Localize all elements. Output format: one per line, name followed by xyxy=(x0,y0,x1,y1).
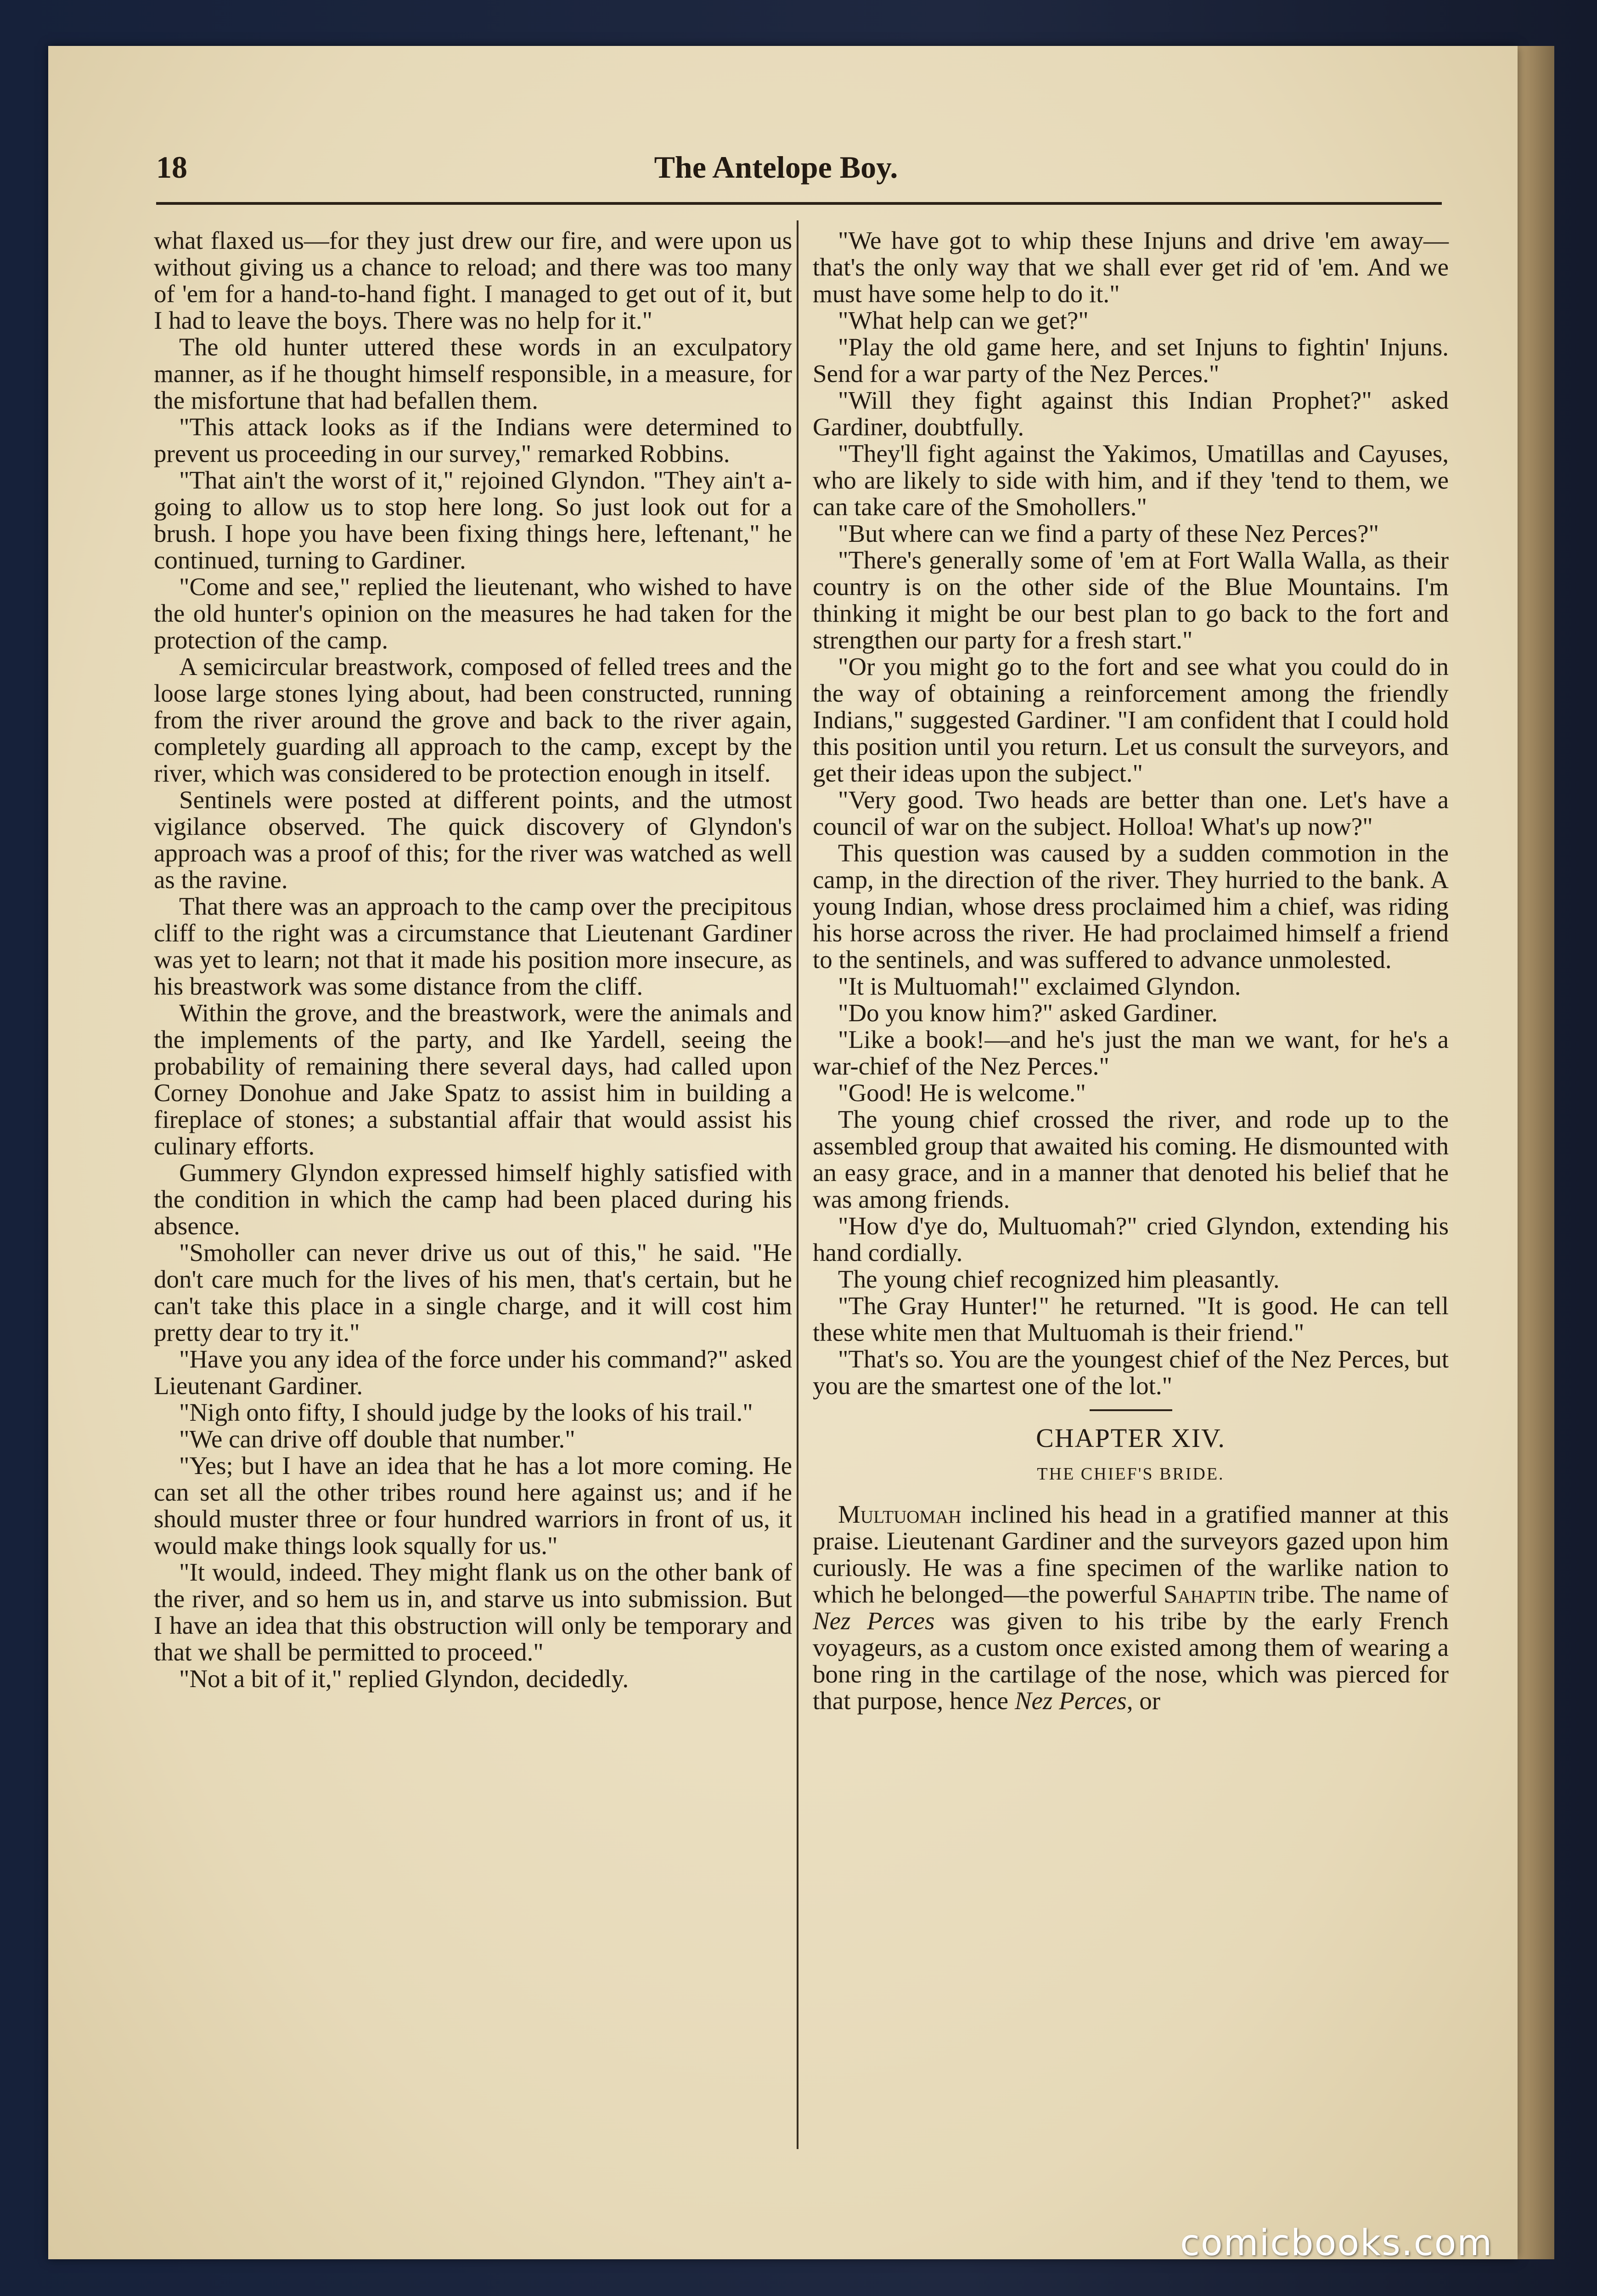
paragraph: "What help can we get?" xyxy=(838,306,1089,334)
paragraph: The young chief recognized him pleasantly. xyxy=(838,1265,1280,1293)
paragraph: "Come and see," replied the lieutenant, who wished to have the old hunter's opinion on the measures he had taken for the protection of the camp. xyxy=(154,573,792,654)
paragraph: Gummery Glyndon expressed himself highly satisfied with the condition in which the camp had been placed during his absence. xyxy=(154,1159,792,1240)
tribe-name: Sahaptin xyxy=(1163,1580,1256,1608)
paragraph: "They'll fight against the Yakimos, Umatillas and Cayuses, who are likely to side with him, and if they 'tend to them, we can take care of the Smohollers." xyxy=(813,439,1449,521)
paragraph: "Good! He is welcome." xyxy=(838,1079,1086,1107)
running-title: The Antelope Boy. xyxy=(654,150,898,185)
chapter-rule xyxy=(1090,1409,1172,1411)
paragraph: "Play the old game here, and set Injuns to fightin' Injuns. Send for a war party of the Nez Perces." xyxy=(813,333,1449,388)
paragraph: The old hunter uttered these words in an exculpatory manner, as if he thought himself responsible, in a measure, for the misfortune that had befallen them. xyxy=(154,333,792,414)
watermark-text: comicbooks.com xyxy=(1180,2223,1493,2264)
paragraph: "There's generally some of 'em at Fort Walla Walla, as their country is on the other side of the Blue Mountains. I'm thinking it might be our best plan to go back to the fort and strengthen our party for a fresh start." xyxy=(813,546,1449,654)
text-run: tribe. The name of xyxy=(1256,1580,1449,1608)
chapter-subtitle: THE CHIEF'S BRIDE. xyxy=(1037,1464,1225,1484)
text-run: , or xyxy=(1126,1687,1161,1715)
page-header xyxy=(110,149,1442,204)
paragraph: "That ain't the worst of it," rejoined Glyndon. "They ain't a-going to allow us to stop here long. So just look out for a brush. I hope you have been fixing things here, leftenant," he continued, turning to Gardiner. xyxy=(154,466,792,574)
text-run: inclined his head in a gratified manner at this praise. Lieutenant Gardiner and the surveyors gazed upon him curiously. He was a fine specimen of the warlike nation to which he belonged—the powerful xyxy=(813,1500,1449,1608)
paragraph: "It is Multuomah!" exclaimed Glyndon. xyxy=(838,972,1241,1000)
right-column xyxy=(813,227,1449,1714)
paragraph: "Will they fight against this Indian Prophet?" asked Gardiner, doubtfully. xyxy=(813,386,1449,441)
paragraph: "We have got to whip these Injuns and drive 'em away—that's the only way that we shall ever get rid of 'em. And we must have some help to do it." xyxy=(813,226,1449,308)
text-run: was given to his tribe by the early French voyageurs, as a custom once existed among them of wearing a bone ring in the cartilage of the nose, which was pierced for that purpose, hence xyxy=(813,1607,1449,1715)
paragraph: Sentinels were posted at different points, and the utmost vigilance observed. The quick discovery of Glyndon's approach was a proof of this; for the river was watched as well as the ravine. xyxy=(154,786,792,894)
italic-term: Nez Perces xyxy=(1014,1687,1127,1715)
next-page-edge xyxy=(1518,46,1554,2259)
paragraph: "Yes; but I have an idea that he has a lot more coming. He can set all the other tribes round here against us; and if he should muster three or four hundred warriors in front of us, it would make things look squally for us." xyxy=(154,1452,792,1559)
italic-term: Nez Perces xyxy=(813,1607,935,1635)
paragraph: "Do you know him?" asked Gardiner. xyxy=(838,999,1218,1027)
paragraph: "It would, indeed. They might flank us on the other bank of the river, and so hem us in, and starve us into submission. But I have an idea that this obstruction will only be temporary and that we shall be permitted to proceed." xyxy=(154,1558,792,1666)
chapter-opening-paragraph xyxy=(813,1501,1449,1714)
paragraph: The young chief crossed the river, and rode up to the assembled group that awaited his coming. He dismounted with an easy grace, and in a manner that denoted his belief that he was among friends. xyxy=(813,1105,1449,1213)
paragraph: "Like a book!—and he's just the man we want, for he's a war-chief of the Nez Perces." xyxy=(813,1025,1449,1080)
paragraph: This question was caused by a sudden commotion in the camp, in the direction of the river. They hurried to the bank. A young Indian, whose dress proclaimed him a chief, was riding his horse across the river. He had proclaimed himself a friend to the sentinels, and was suffered to advance unmolested. xyxy=(813,839,1449,974)
column-divider xyxy=(797,220,798,2149)
paragraph: "Nigh onto fifty, I should judge by the looks of his trail." xyxy=(179,1398,753,1426)
paragraph: "Not a bit of it," replied Glyndon, decidedly. xyxy=(179,1665,629,1693)
paragraph: "We can drive off double that number." xyxy=(179,1425,575,1453)
left-column xyxy=(154,227,792,1692)
paragraph: A semicircular breastwork, composed of felled trees and the loose large stones lying about, had been constructed, running from the river around the grove and back to the river again, completely guarding all approach to the camp, except by the river, which was considered to be protection enough in itself. xyxy=(154,653,792,787)
chapter-title: CHAPTER XIV. xyxy=(1036,1423,1226,1453)
paragraph: "That's so. You are the youngest chief of the Nez Perces, but you are the smartest one of the lot." xyxy=(813,1345,1449,1400)
paragraph: "Very good. Two heads are better than one. Let's have a council of war on the subject. Holloa! What's up now?" xyxy=(813,786,1449,840)
paragraph: "Have you any idea of the force under his command?" asked Lieutenant Gardiner. xyxy=(154,1345,792,1400)
paragraph: what flaxed us—for they just drew our fire, and were upon us without giving us a chance to reload; and there was too many of 'em for a hand-to-hand fight. I managed to get out of it, but I had to leave the boys. There was no help for it." xyxy=(154,226,792,334)
paragraph: "How d'ye do, Multuomah?" cried Glyndon, extending his hand cordially. xyxy=(813,1212,1449,1266)
paragraph: "But where can we find a party of these Nez Perces?" xyxy=(838,519,1379,547)
paragraph: "The Gray Hunter!" he returned. "It is good. He can tell these white men that Multuomah is their friend." xyxy=(813,1292,1449,1346)
paragraph: "This attack looks as if the Indians were determined to prevent us proceeding in our survey," remarked Robbins. xyxy=(154,413,792,467)
page-number: 18 xyxy=(156,150,187,185)
paragraph: "Smoholler can never drive us out of this," he said. "He don't care much for the lives of his men, that's certain, but he can't take this place in a single charge, and it will cost him pretty dear to try it." xyxy=(154,1238,792,1346)
header-rule xyxy=(156,202,1442,205)
paragraph: "Or you might go to the fort and see what you could do in the way of obtaining a reinforcement among the friendly Indians," suggested Gardiner. "I am confident that I could hold this position until you return. Let us consult the surveyors, and get their ideas upon the subject." xyxy=(813,653,1449,787)
paragraph: Within the grove, and the breastwork, were the animals and the implements of the party, and Ike Yardell, seeing the probability of remaining there several days, had called upon Corney Donohue and Jake Spatz to assist him in building a fireplace of stones; a substantial affair that would assist his culinary efforts. xyxy=(154,999,792,1160)
paragraph: That there was an approach to the camp over the precipitous cliff to the right was a circumstance that Lieutenant Gardiner was yet to learn; not that it made his position more insecure, as his breastwork was some distance from the cliff. xyxy=(154,892,792,1000)
opening-word: Multuomah xyxy=(838,1500,962,1528)
